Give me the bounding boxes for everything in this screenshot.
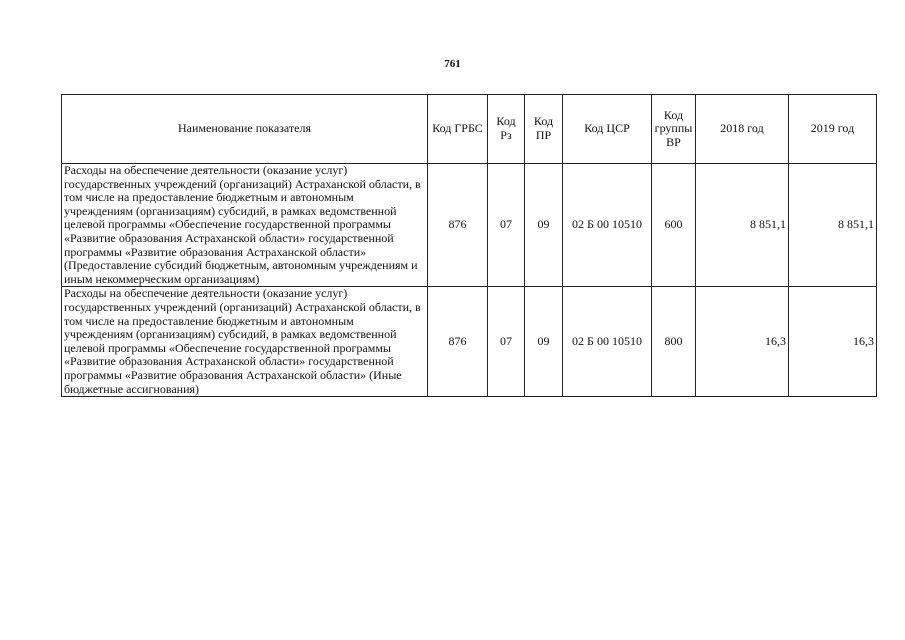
header-row (62, 95, 877, 164)
row-csr-code: 02 Б 00 10510 (563, 287, 652, 397)
header-rz-code: Код Рз (488, 95, 525, 164)
table-row (62, 287, 877, 397)
header-indicator-name: Наименование показателя (62, 95, 428, 164)
row-value-2019: 8 851,1 (789, 164, 877, 287)
page-number: 761 (444, 58, 461, 70)
row-pr-code: 09 (525, 164, 563, 287)
row-grbs-code: 876 (428, 287, 488, 397)
header-grbs-code: Код ГРБС (428, 95, 488, 164)
budget-table (61, 94, 877, 397)
table-row (62, 164, 877, 287)
row-indicator-name: Расходы на обеспечение деятельности (оказание услуг) государственных учреждений (организаций) Астраханской области, в том числе на предоставление бюджетным и автономным учреждениям (организациям) субсидий, в рамках ведомственной целевой программы «Обеспечение государственной программы «Развитие образования Астраханской области» государственной программы «Развитие образования Астраханской области» (Иные бюджетные ассигнования) (62, 287, 428, 397)
row-value-2018: 16,3 (696, 287, 789, 397)
row-rz-code: 07 (488, 164, 525, 287)
header-vr-group-code: Код группы ВР (652, 95, 696, 164)
header-year-2019: 2019 год (789, 95, 877, 164)
row-indicator-name: Расходы на обеспечение деятельности (оказание услуг) государственных учреждений (организаций) Астраханской области, в том числе на предоставление бюджетным и автономным учреждениям (организациям) субсидий, в рамках ведомственной целевой программы «Обеспечение государственной программы «Развитие образования Астраханской области» государственной программы «Развитие образования Астраханской области» (Предоставление субсидий бюджетным, автономным учреждениям и иным некоммерческим организациям) (62, 164, 428, 287)
header-csr-code: Код ЦСР (563, 95, 652, 164)
row-grbs-code: 876 (428, 164, 488, 287)
header-pr-code: Код ПР (525, 95, 563, 164)
row-value-2019: 16,3 (789, 287, 877, 397)
row-vr-group-code: 600 (652, 164, 696, 287)
row-vr-group-code: 800 (652, 287, 696, 397)
row-rz-code: 07 (488, 287, 525, 397)
row-value-2018: 8 851,1 (696, 164, 789, 287)
row-pr-code: 09 (525, 287, 563, 397)
header-year-2018: 2018 год (696, 95, 789, 164)
row-csr-code: 02 Б 00 10510 (563, 164, 652, 287)
